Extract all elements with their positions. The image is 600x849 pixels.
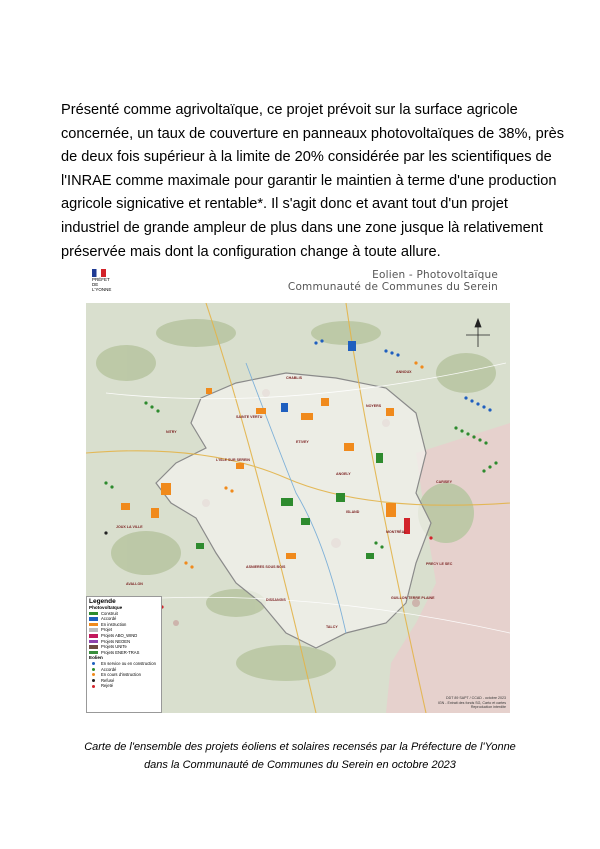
legend-swatch xyxy=(89,640,98,644)
credit-line: IGN - Extrait des fonds SG, Carto et cartes xyxy=(437,700,506,705)
map-figure xyxy=(86,263,510,713)
place-label: ETIVEY xyxy=(296,440,309,444)
legend-dot-swatch xyxy=(92,685,95,688)
paragraph-line: industriel de grande ampleur de plus dans une zone jusque là relativement xyxy=(61,219,543,236)
legend-item-label: Projets UNITe xyxy=(101,644,127,650)
legend-item-label: En service ou en construction xyxy=(101,660,156,666)
place-label: DISSANGIS xyxy=(266,598,286,602)
logo-text: PRÉFET xyxy=(92,277,110,282)
map-header xyxy=(86,263,510,303)
body-paragraph xyxy=(61,99,565,264)
legend-pv-list xyxy=(89,611,159,656)
legend-pv-header: Photovoltaïque xyxy=(89,605,123,610)
legend-swatch xyxy=(89,651,98,655)
legend-swatch xyxy=(89,617,98,621)
place-label: AVALLON xyxy=(126,582,143,586)
paragraph-line: Présenté comme agrivoltaïque, ce projet prévoit sur la surface agricole xyxy=(61,102,518,118)
marianne-flag-icon xyxy=(92,269,106,277)
place-label: L'ISLE SUR SEREIN xyxy=(216,458,251,462)
credit-line: Reproduction interdite xyxy=(470,705,506,710)
legend-swatch xyxy=(89,634,98,638)
paragraph-line: préservée mais dont la configuration change à toute allure. xyxy=(61,243,441,260)
legend-swatch xyxy=(89,623,98,627)
map-legend xyxy=(86,596,162,713)
legend-swatch xyxy=(89,645,98,649)
place-label: SAINTE VERTU xyxy=(236,415,263,419)
legend-item-label: Construit xyxy=(101,610,118,616)
legend-item-label: Accordé xyxy=(101,666,117,672)
legend-item-label: Projet xyxy=(101,627,112,633)
legend-eolien-header: Eolien xyxy=(89,655,103,661)
place-label: ANGELY xyxy=(336,472,351,476)
place-label: CARISEY xyxy=(436,480,452,484)
legend-item-label: Projets ENER-TRAS xyxy=(101,649,140,655)
legend-dot-swatch xyxy=(92,673,95,676)
place-label: CHABLIS xyxy=(286,376,302,380)
legend-item-label: Projets ABO_WIND xyxy=(101,632,138,638)
legend-item xyxy=(89,683,159,689)
map-title-line: Communauté de Communes du Serein xyxy=(287,281,498,293)
place-label: JOUX LA VILLE xyxy=(116,525,143,529)
paragraph-line: de deux fois supérieur à la limite de 20% considérée par les scientifiques de xyxy=(61,149,552,166)
place-label: GUILLON TERRE PLAINE xyxy=(391,596,435,600)
place-label: PRECY LE SEC xyxy=(426,562,453,566)
place-label: ASNIERES SOUS BOIS xyxy=(246,565,286,569)
caption-line: dans la Communauté de Communes du Serein en octobre 2023 xyxy=(144,759,456,771)
place-label: ISLAND xyxy=(346,510,360,514)
place-label: ANNOUX xyxy=(396,370,412,374)
logo-text: DE L'YONNE xyxy=(92,282,112,292)
prefecture-logo xyxy=(92,269,114,292)
place-label: TALCY xyxy=(326,625,338,629)
legend-dot-swatch xyxy=(92,679,95,682)
legend-item-label: Rejeté xyxy=(101,683,114,689)
legend-swatch xyxy=(89,612,98,616)
legend-item-label: Projets NEOEN xyxy=(101,638,131,644)
legend-swatch xyxy=(89,628,98,632)
legend-item-label: En cours d'instruction xyxy=(101,672,141,678)
paragraph-line: concernée, un taux de couverture en panneaux photovoltaïques de 38%, près xyxy=(61,125,565,142)
map-title xyxy=(288,269,498,293)
legend-item-label: Accordé xyxy=(101,616,117,622)
legend-dot-swatch xyxy=(92,668,95,671)
place-label: MONTRÉAL xyxy=(386,530,407,534)
legend-dot-swatch xyxy=(92,662,95,665)
place-label: NITRY xyxy=(166,430,177,434)
legend-item-label: En instruction xyxy=(101,621,127,627)
legend-eolien-list xyxy=(89,661,159,689)
credit-line: DDT 89 SAPT / CCAD - octobre 2023 xyxy=(446,696,506,701)
paragraph-line: agricole signicative et rentable*. Il s'agit donc et avant tout d'un projet xyxy=(61,196,508,213)
legend-title: Legende xyxy=(89,598,116,605)
caption-line: Carte de l'ensemble des projets éoliens et solaires recensés par la Préfecture de l'Yonne xyxy=(84,741,516,753)
place-label: NOYERS xyxy=(366,404,382,408)
paragraph-line: l'INRAE comme maximale pour garantir le maintien à terme d'une production xyxy=(61,172,557,189)
map-title-line: Eolien - Photovoltaïque xyxy=(372,269,498,281)
figure-caption xyxy=(60,738,540,774)
legend-item-label: Refusé xyxy=(101,677,115,683)
map-credits xyxy=(438,696,506,710)
